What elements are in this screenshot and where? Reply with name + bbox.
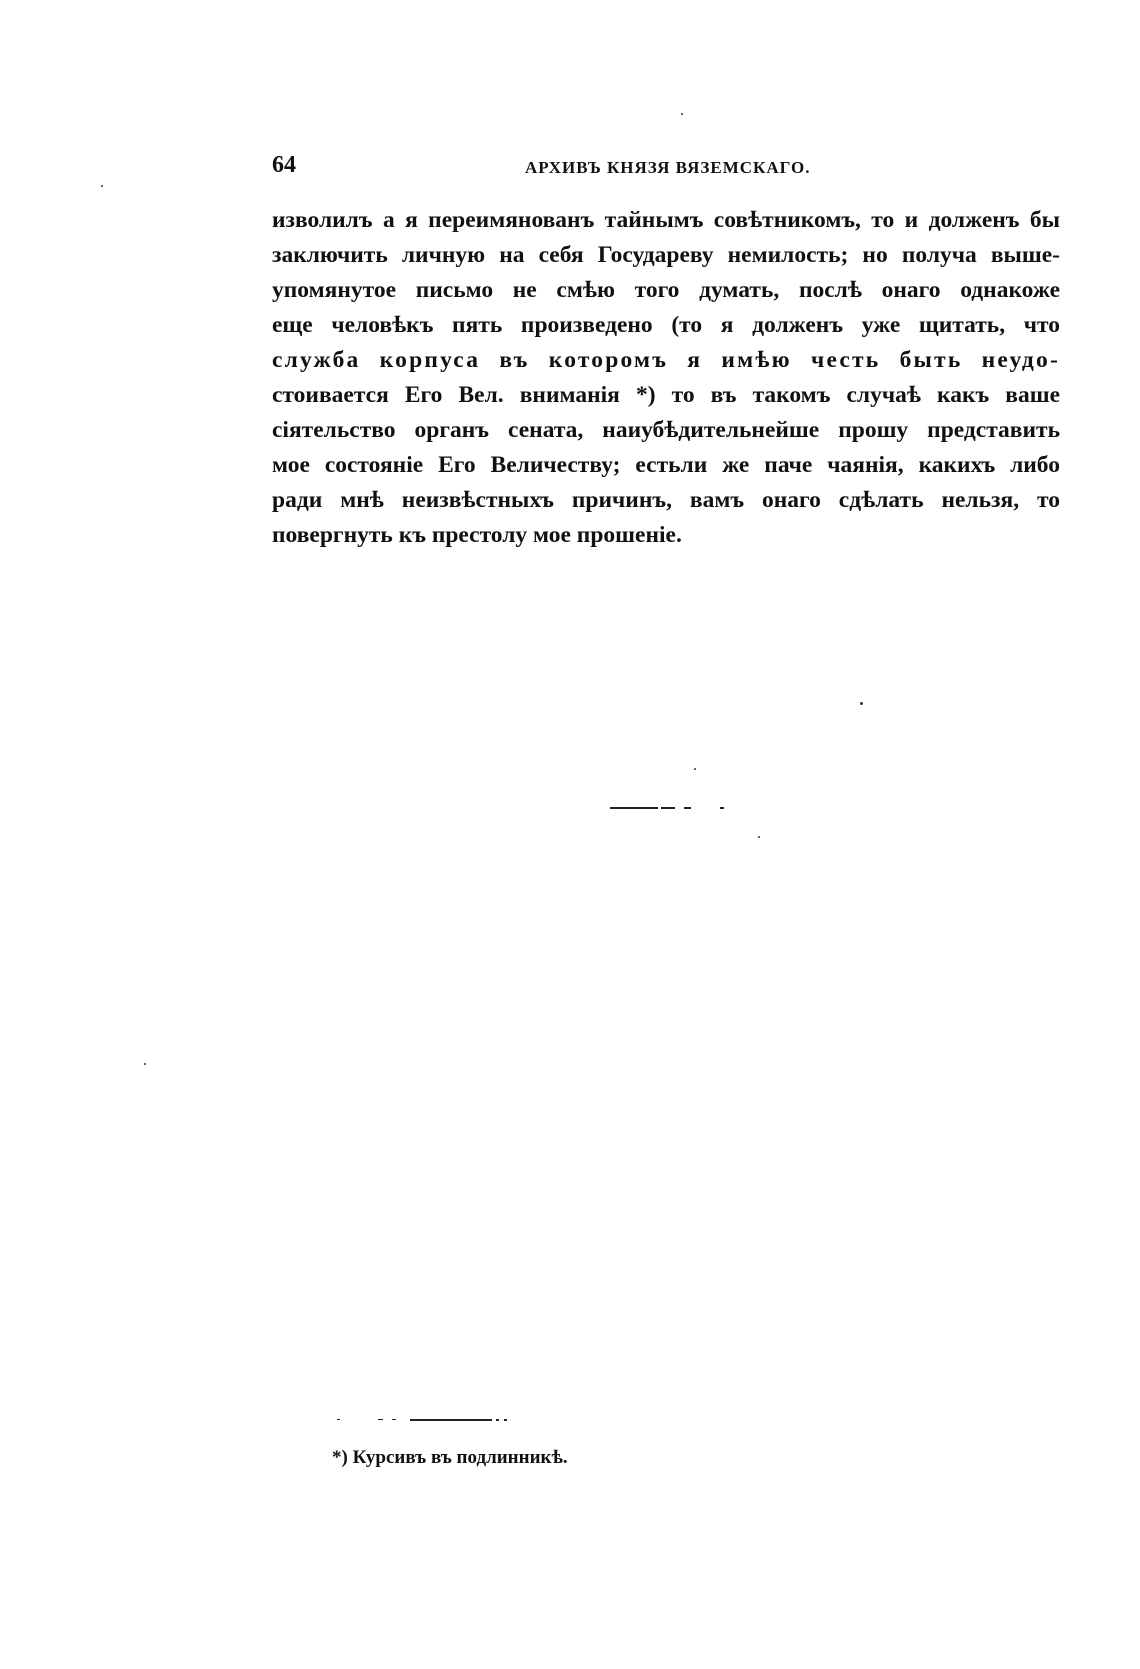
text-line: заключить личную на себя Государеву немилость; но получа выше- xyxy=(272,242,1060,268)
page-number: 64 xyxy=(272,152,296,178)
scan-speck xyxy=(694,768,696,770)
scan-speck xyxy=(860,702,863,705)
text-line: повергнуть къ престолу мое прошеніе. xyxy=(272,522,682,548)
text-line: сіятельство органъ сената, наиубѣдительнейше прошу представить xyxy=(272,417,1060,443)
scan-speck xyxy=(758,836,760,838)
scan-speck xyxy=(144,1063,146,1065)
body-text xyxy=(272,203,1060,553)
text-line: стоивается Его Вел. вниманія *) то въ такомъ случаѣ какъ ваше xyxy=(272,382,1060,408)
text-line: упомянутое письмо не смѣю того думать, послѣ онаго однакоже xyxy=(272,277,1060,303)
running-head: АРХИВЪ КНЯЗЯ ВЯЗЕМСКАГО. xyxy=(525,158,811,177)
text-line: ради мнѣ неизвѣстныхъ причинъ, вамъ онаго сдѣлать нельзя, то xyxy=(272,487,1060,513)
scan-speck xyxy=(101,185,103,187)
text-line: мое состояніе Его Величеству; естьли же паче чаянія, какихъ либо xyxy=(272,452,1060,478)
footnote: *) Курсивъ въ подлинникѣ. xyxy=(332,1447,568,1468)
text-line: служба корпуса въ которомъ я имѣю честь быть неудо- xyxy=(272,347,1060,373)
scan-speck xyxy=(681,113,683,115)
text-line: изволилъ а я переимянованъ тайнымъ совѣтникомъ, то и долженъ бы xyxy=(272,207,1060,233)
text-line: еще человѣкъ пять произведено (то я долженъ уже щитать, что xyxy=(272,312,1060,338)
